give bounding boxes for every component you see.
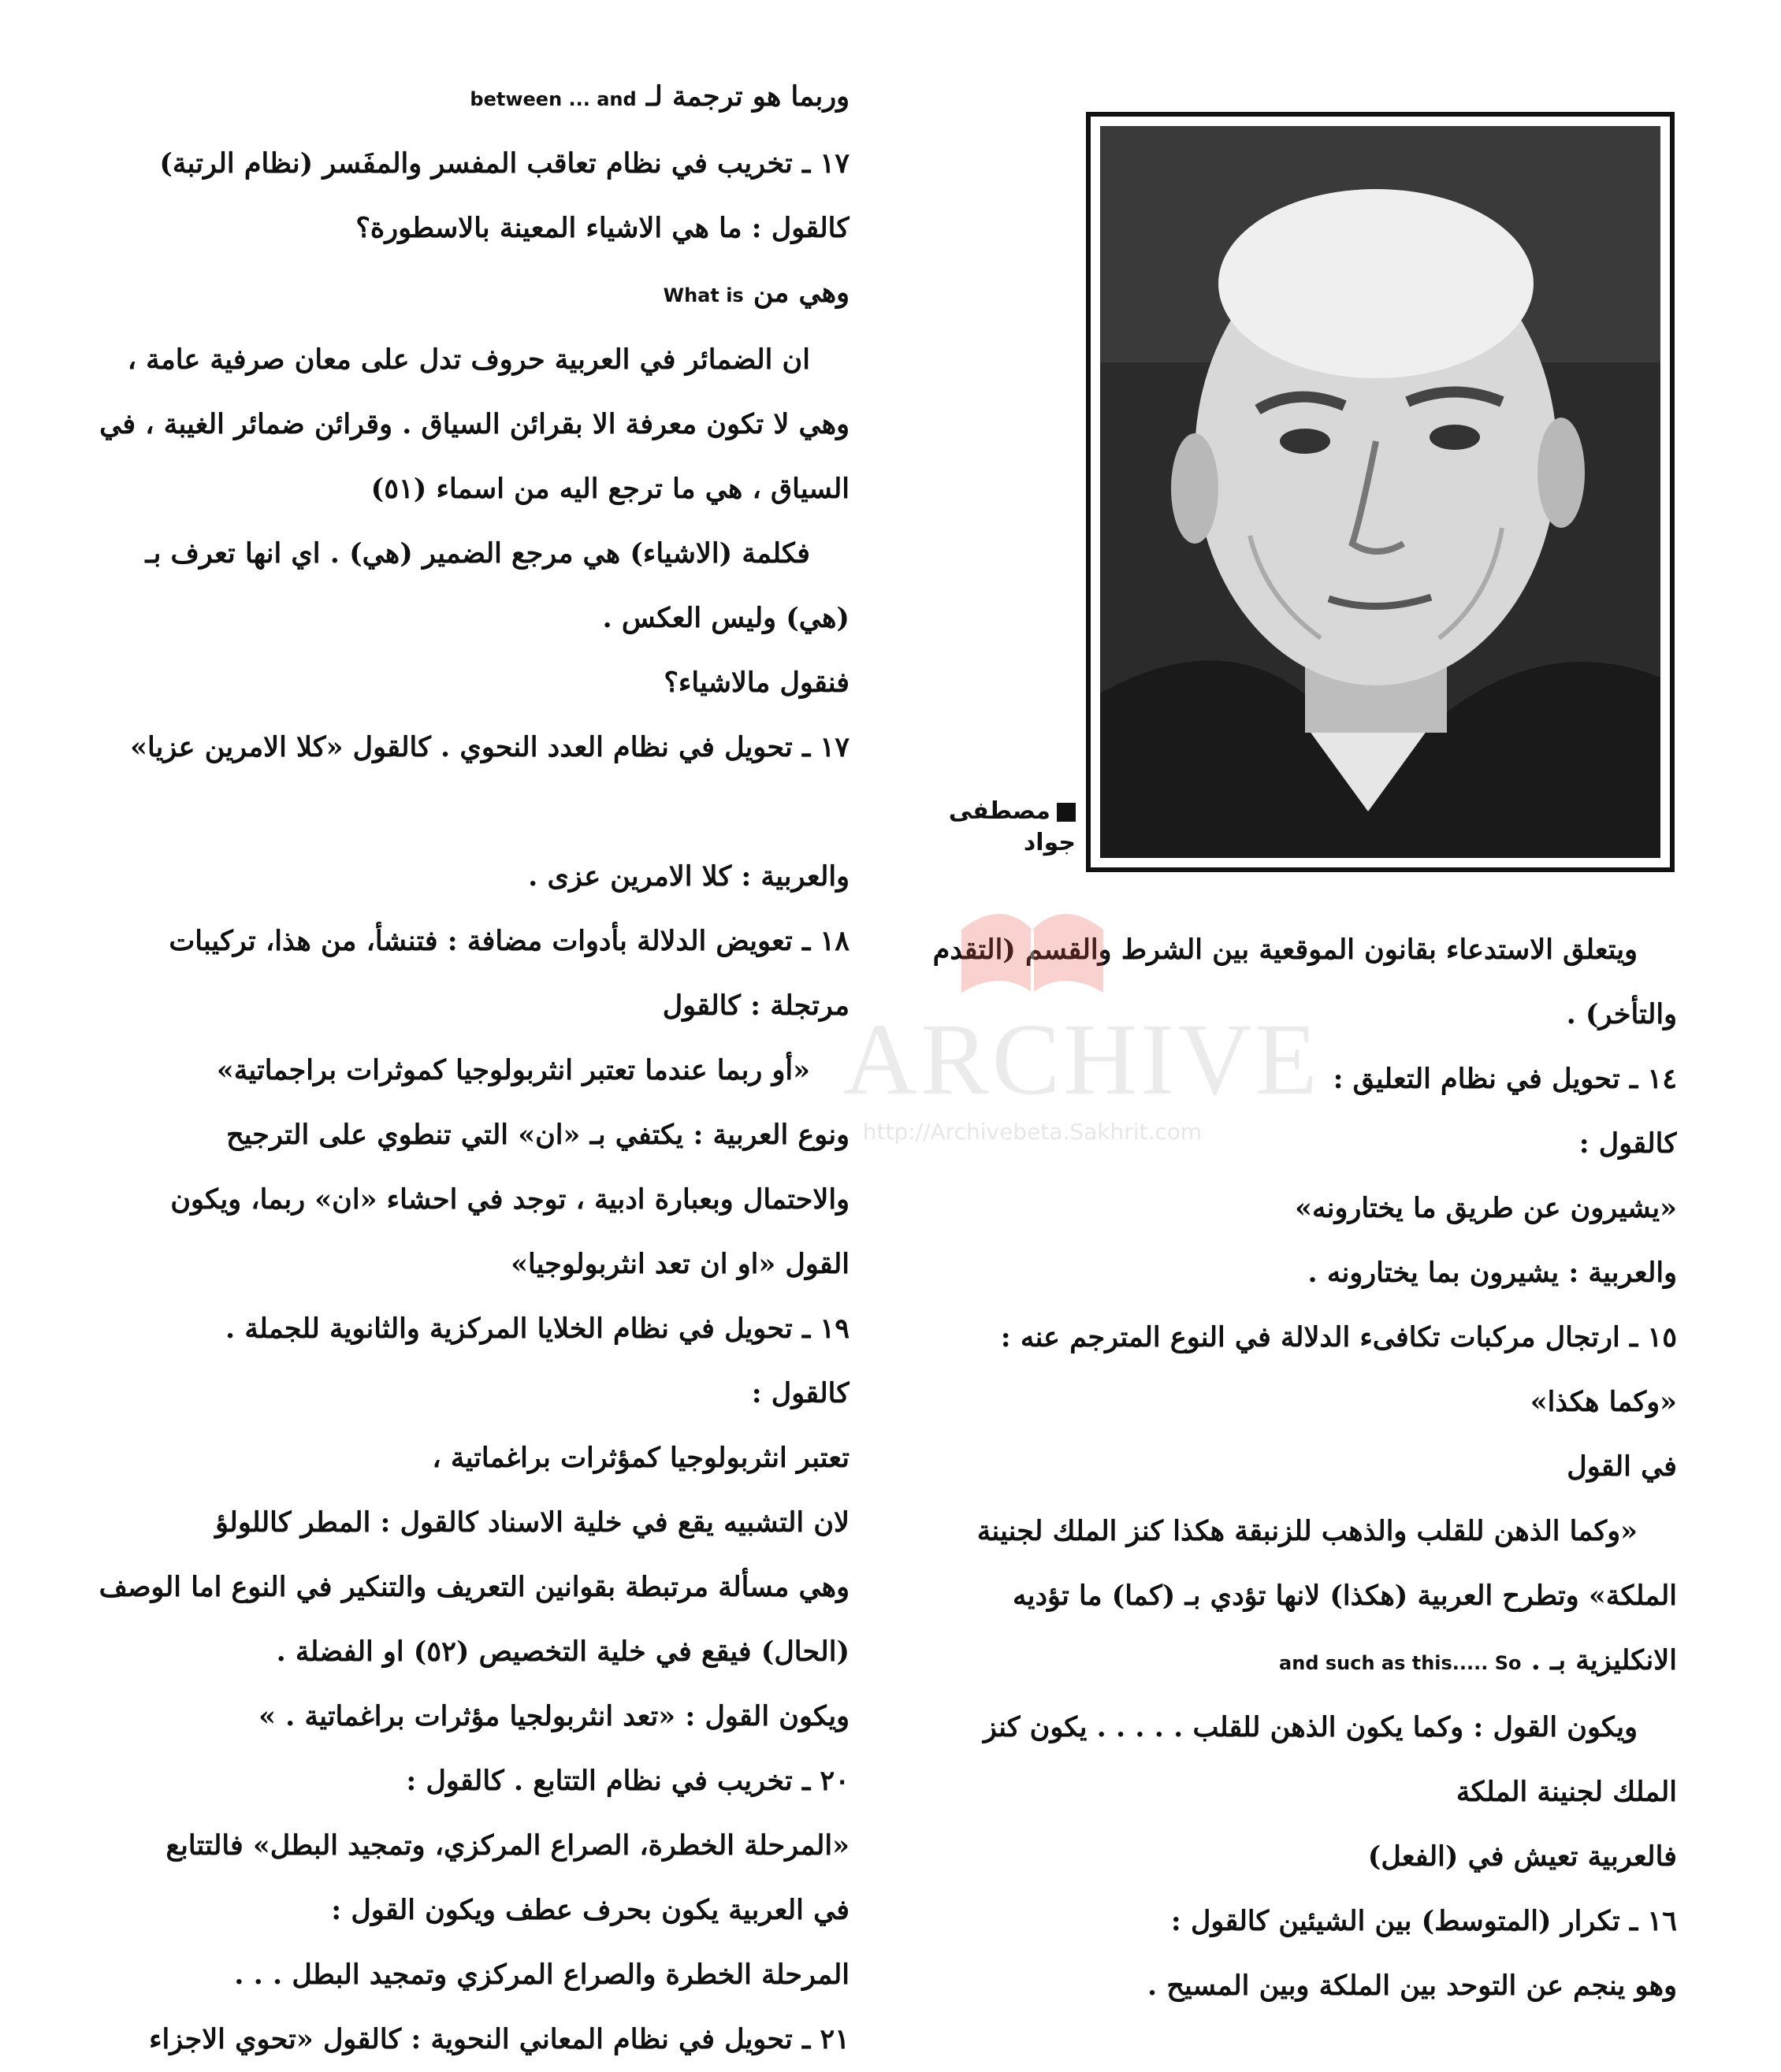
arabic-text: ١٧ ـ تحويل في نظام العدد النحوي . كالقول «كلا الامرين عزيا»: [130, 731, 850, 763]
text-line: [920, 1695, 1677, 1760]
arabic-text: ١٦ ـ تكرار (المتوسط) بين الشيئين كالقول :: [1170, 1905, 1677, 1937]
right-text-column: [920, 918, 1677, 2018]
arabic-text: في العربية يكون بحرف عطف ويكون القول :: [331, 1894, 850, 1926]
text-line: [93, 196, 850, 261]
arabic-text: «يشيرون عن طريق ما يختارونه»: [1295, 1192, 1677, 1224]
text-line: [920, 918, 1677, 982]
arabic-text: ١٧ ـ تخريب في نظام تعاقب المفسر والمفَسر (نظام الرتبة): [159, 147, 850, 180]
arabic-text: ويكون القول : «تعد انثربولجيا مؤثرات براغماتية . »: [258, 1700, 850, 1732]
text-line: [920, 1112, 1677, 1176]
text-line: [93, 522, 850, 586]
text-line: [93, 1103, 850, 1168]
portrait-illustration: [1100, 126, 1660, 858]
english-phrase: between ... and: [470, 88, 637, 110]
text-line: [93, 909, 850, 974]
text-line: [93, 1361, 850, 1426]
text-line: [93, 1814, 850, 1878]
text-line: [920, 1499, 1677, 1564]
text-line: [93, 1943, 850, 2007]
arabic-text: والاحتمال وبعبارة ادبية ، توجد في احشاء «ان» ربما، ويكون: [170, 1183, 850, 1216]
arabic-text: الملك لجنينة الملكة: [1456, 1776, 1677, 1808]
arabic-text: وربما هو ترجمة لـ: [636, 80, 850, 113]
text-line: [93, 1749, 850, 1814]
arabic-text: ١٥ ـ ارتجال مركبات تكافىء الدلالة في النوع المترجم عنه :: [1000, 1321, 1677, 1353]
text-line: [93, 651, 850, 715]
text-line: [93, 328, 850, 392]
arabic-text: ٢٠ ـ تخريب في نظام التتابع . كالقول :: [406, 1765, 850, 1797]
caption-bullet-icon: [1057, 803, 1076, 822]
left-text-column: [93, 65, 850, 2072]
text-line: [920, 1564, 1677, 1628]
text-line: [93, 132, 850, 196]
arabic-text: السياق ، هي ما ترجع اليه من اسماء (٥١): [370, 473, 850, 505]
text-line: [920, 1435, 1677, 1499]
arabic-text: والتأخر) .: [1566, 998, 1677, 1030]
text-line: [920, 982, 1677, 1047]
text-line: [920, 1954, 1677, 2018]
arabic-text: لان التشبيه يقع في خلية الاسناد كالقول : المطر كاللولؤ: [215, 1506, 850, 1539]
text-line: [93, 2007, 850, 2072]
text-line: [920, 1628, 1677, 1695]
text-line: [93, 1620, 850, 1684]
arabic-text: تعتبر انثربولوجيا كمؤثرات براغماتية ،: [432, 1442, 850, 1474]
arabic-text: ونوع العربية : يكتفي بـ «ان» التي تنطوي على الترجيح: [226, 1119, 850, 1151]
text-line: [93, 1878, 850, 1943]
text-line: [93, 715, 850, 780]
text-line: [920, 1889, 1677, 1954]
arabic-text: كالقول :: [751, 1377, 850, 1409]
arabic-text: فنقول مالاشياء؟: [664, 667, 850, 699]
arabic-text: مرتجلة : كالقول: [662, 990, 850, 1022]
photo-caption: [942, 796, 1076, 859]
arabic-text: ان الضمائر في العربية حروف تدل على معان صرفية عامة ،: [127, 343, 810, 376]
text-line: [920, 1176, 1677, 1241]
text-line: [93, 586, 850, 651]
text-line: [920, 1241, 1677, 1305]
arabic-text: «وكما الذهن للقلب والذهب للزنبقة هكذا كنز الملك لجنينة: [976, 1515, 1638, 1547]
arabic-text: المرحلة الخطرة والصراع المركزي وتمجيد البطل . . .: [234, 1959, 850, 1991]
english-phrase: What is: [663, 284, 744, 306]
arabic-text: كالقول : ما هي الاشياء المعينة بالاسطورة؟: [355, 212, 850, 244]
text-line: [93, 1555, 850, 1620]
text-line: [93, 1168, 850, 1232]
arabic-text: القول «او ان تعد انثربولوجيا»: [511, 1248, 850, 1280]
arabic-text: ٢١ ـ تحويل في نظام المعاني النحوية : كالقول «تحوي الاجزاء: [149, 2023, 850, 2055]
arabic-text: ١٤ ـ تحويل في نظام التعليق :: [1333, 1063, 1677, 1095]
arabic-text: «أو ربما عندما تعتبر انثربولوجيا كموثرات براجماتية»: [216, 1054, 810, 1086]
text-line: [93, 457, 850, 522]
text-line: [93, 1038, 850, 1103]
portrait-photo: [1100, 126, 1660, 858]
arabic-text: (الحال) فيقع في خلية التخصيص (٥٢) او الفضلة .: [276, 1636, 850, 1668]
text-line: [93, 1297, 850, 1361]
text-line: [93, 261, 850, 328]
arabic-text: وهو ينجم عن التوحد بين الملكة وبين المسيح .: [1147, 1970, 1677, 2002]
text-line: [93, 1684, 850, 1749]
watermark-url: http://Archivebeta.Sakhrit.com: [862, 1119, 1203, 1145]
text-line: [920, 1825, 1677, 1889]
text-line: [920, 1047, 1677, 1112]
arabic-text: كالقول :: [1578, 1127, 1677, 1160]
arabic-text: ويتعلق الاستدعاء بقانون الموقعية بين الشرط والقسم (التقدم: [932, 934, 1638, 966]
text-line: [93, 1426, 850, 1491]
portrait-photo-frame: [1086, 112, 1675, 872]
text-line: [93, 392, 850, 457]
arabic-text: في القول: [1567, 1450, 1677, 1483]
arabic-text: وهي من: [743, 277, 850, 309]
watermark-text: ARCHIVE: [843, 1003, 1321, 1116]
english-phrase: and such as this..... So: [1279, 1652, 1522, 1674]
text-line: [93, 65, 850, 132]
caption-name-first: مصطفى: [948, 797, 1050, 825]
arabic-text: ويكون القول : وكما يكون الذهن للقلب . . . . . يكون كنز: [983, 1711, 1638, 1743]
arabic-text: والعربية : كلا الامرين عزى .: [528, 860, 850, 893]
arabic-text: الملكة» وتطرح العربية (هكذا) لانها تؤدي بـ (كما) ما تؤديه: [1012, 1580, 1677, 1612]
text-line: [920, 1370, 1677, 1435]
arabic-text: فكلمة (الاشياء) هي مرجع الضمير (هي) . اي انها تعرف بـ: [145, 537, 810, 570]
arabic-text: «المرحلة الخطرة، الصراع المركزي، وتمجيد البطل» فالتتابع: [165, 1829, 850, 1862]
text-line: [920, 1305, 1677, 1370]
arabic-text: الانكليزية بـ .: [1521, 1644, 1677, 1677]
arabic-text: فالعربية تعيش في (الفعل): [1367, 1840, 1677, 1873]
arabic-text: (هي) وليس العكس .: [602, 602, 850, 634]
text-line: [93, 1491, 850, 1555]
text-line: [93, 780, 850, 845]
arabic-text: والعربية : يشيرون بما يختارونه .: [1307, 1257, 1677, 1289]
text-line: [920, 1760, 1677, 1825]
arabic-text: وهي مسألة مرتبطة بقوانين التعريف والتنكير في النوع اما الوصف: [99, 1571, 850, 1603]
arabic-text: وهي لا تكون معرفة الا بقرائن السياق . وقرائن ضمائر الغيبة ، في: [99, 408, 850, 440]
arabic-text: ١٩ ـ تحويل في نظام الخلايا المركزية والثانوية للجملة .: [225, 1313, 850, 1345]
text-line: [93, 845, 850, 909]
arabic-text: ١٨ ـ تعويض الدلالة بأدوات مضافة : فتنشأ، من هذا، تركيبات: [169, 925, 850, 957]
caption-name-last: جواد: [1023, 829, 1076, 856]
text-line: [93, 1232, 850, 1297]
text-line: [93, 974, 850, 1038]
arabic-text: «وكما هكذا»: [1530, 1386, 1677, 1418]
